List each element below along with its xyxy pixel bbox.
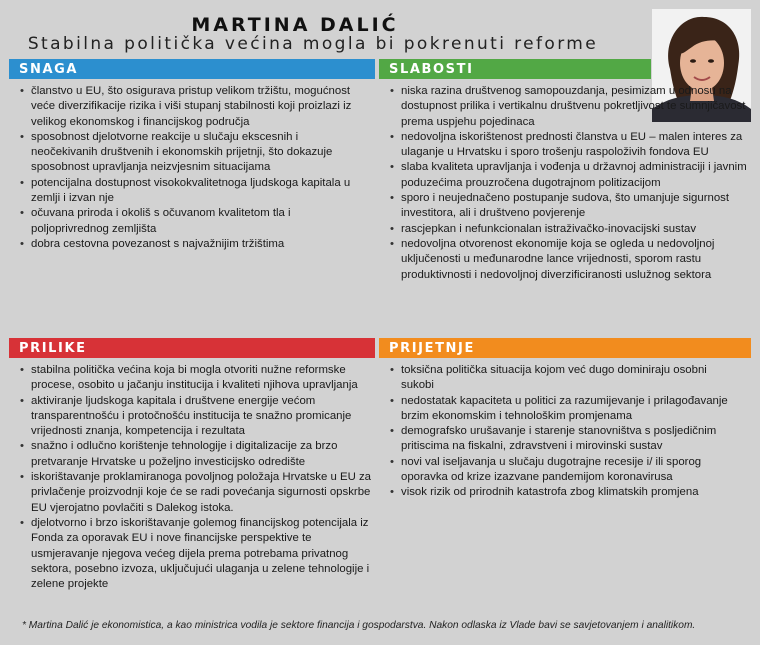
list-item: • sposobnost djelotvorne reakcije u slučaju ekscesnih i neočekivanih društvenih i ekonomskih prijetnji, što dokazuje sposobnost upravljanja neizvjesnim situacijama <box>19 130 365 176</box>
list-item: • djelotvorno i brzo iskorištavanje golemog financijskog potencijala iz Fonda za oporavak EU i nove financijske perspektive te usmjeravanje njegova većeg dijela prema potrebama privatnog sektora, posebno izvoza, uključujući ulaganja u zelene tehnologije i zelene projekte <box>19 516 371 592</box>
section-header-prijetnje: PRIJETNJE <box>379 338 751 358</box>
list-item: • slaba kvaliteta upravljanja i vođenja u državnoj administraciji i javnim poduzećima prouzročena dugotrajnom politizacijom <box>389 160 747 191</box>
slabosti-list <box>389 84 747 283</box>
snaga-list <box>19 84 365 252</box>
list-item: • novi val iseljavanja u slučaju dugotrajne recesije i/ ili sporog oporavka od krize izazvane pandemijom koronavirusa <box>389 455 741 486</box>
section-header-slabosti: SLABOSTI <box>379 59 651 79</box>
prijetnje-list <box>389 363 741 501</box>
section-header-snaga: SNAGA <box>9 59 375 79</box>
section-header-prilike: PRILIKE <box>9 338 375 358</box>
list-item: • očuvana priroda i okoliš s očuvanom kvalitetom tla i poljoprivrednog zemljišta <box>19 206 365 237</box>
footnote: * Martina Dalić je ekonomistica, a kao ministrica vodila je sektore financija i gospodarstva. Nakon odlaska iz Vlade bavi se savjetovanjem i analitikom. <box>22 620 696 631</box>
list-item: • dobra cestovna povezanost s najvažnijim tržištima <box>19 237 365 252</box>
list-item: • članstvo u EU, što osigurava pristup velikom tržištu, mogućnost veće diverzifikacije rizika i viši stupanj stabilnosti koji proizlazi iz velikog ekonomskog i financijskog područja <box>19 84 365 130</box>
list-item: • stabilna politička većina koja bi mogla otvoriti nužne reformske procese, osobito u jačanju institucija i kvaliteti njihova upravljanja <box>19 363 371 394</box>
list-item: • aktiviranje ljudskoga kapitala i društvene energije većom transparentnošću i protočnošću institucija te snažno promicanje vrijednosti znanja, kompetencija i rezultata <box>19 394 371 440</box>
list-item: • nedovoljna iskorištenost prednosti članstva u EU – malen interes za ulaganje u Hrvatsku i sporo trošenju raspoloživih fondova EU <box>389 130 747 161</box>
list-item: • visok rizik od prirodnih katastrofa zbog klimatskih promjena <box>389 485 741 500</box>
list-item: • nedostatak kapaciteta u politici za razumijevanje i prilagođavanje brzim ekonomskim i tehnološkim promjenama <box>389 394 741 425</box>
prilike-list <box>19 363 371 592</box>
list-item: • potencijalna dostupnost visokokvalitetnoga ljudskoga kapitala u zemlji i izvan nje <box>19 176 365 207</box>
page-title: MARTINA DALIĆ <box>191 14 399 36</box>
list-item: • rascjepkan i nefunkcionalan istraživačko-inovacijski sustav <box>389 222 747 237</box>
page-subtitle: Stabilna politička većina mogla bi pokrenuti reforme <box>27 34 599 54</box>
list-item: • nedovoljna otvorenost ekonomije koja se ogleda u nedovoljnoj uključenosti u međunarodne lance vrijednosti, sporom rastu produktivnosti i nedovoljnoj diverzificiranosti uslužnog sektora <box>389 237 747 283</box>
list-item: • niska razina društvenog samopouzdanja, pesimizam u odnosu na dostupnost prilika i vertikalnu društvenu pokretljivost te sumnjičavost prema uspjehu pojedinaca <box>389 84 747 130</box>
list-item: • iskorištavanje proklamiranoga povoljnog položaja Hrvatske u EU za privlačenje proizvodnji koje će se radi povećanja sigurnosti opskrbe EU vjerojatno povlačiti s Dalekog istoka. <box>19 470 371 516</box>
list-item: • toksična politička situacija kojom već dugo dominiraju osobni sukobi <box>389 363 741 394</box>
list-item: • sporo i neujednačeno postupanje sudova, što umanjuje sigurnost investitora, ali i društveno povjerenje <box>389 191 747 222</box>
list-item: • snažno i odlučno korištenje tehnologije i digitalizacije za brzo pretvaranje Hrvatske u poželjno investicijsko odredište <box>19 439 371 470</box>
list-item: • demografsko urušavanje i starenje stanovništva s posljedičnim pritiscima na fiskalni, zdravstveni i mirovinski sustav <box>389 424 741 455</box>
